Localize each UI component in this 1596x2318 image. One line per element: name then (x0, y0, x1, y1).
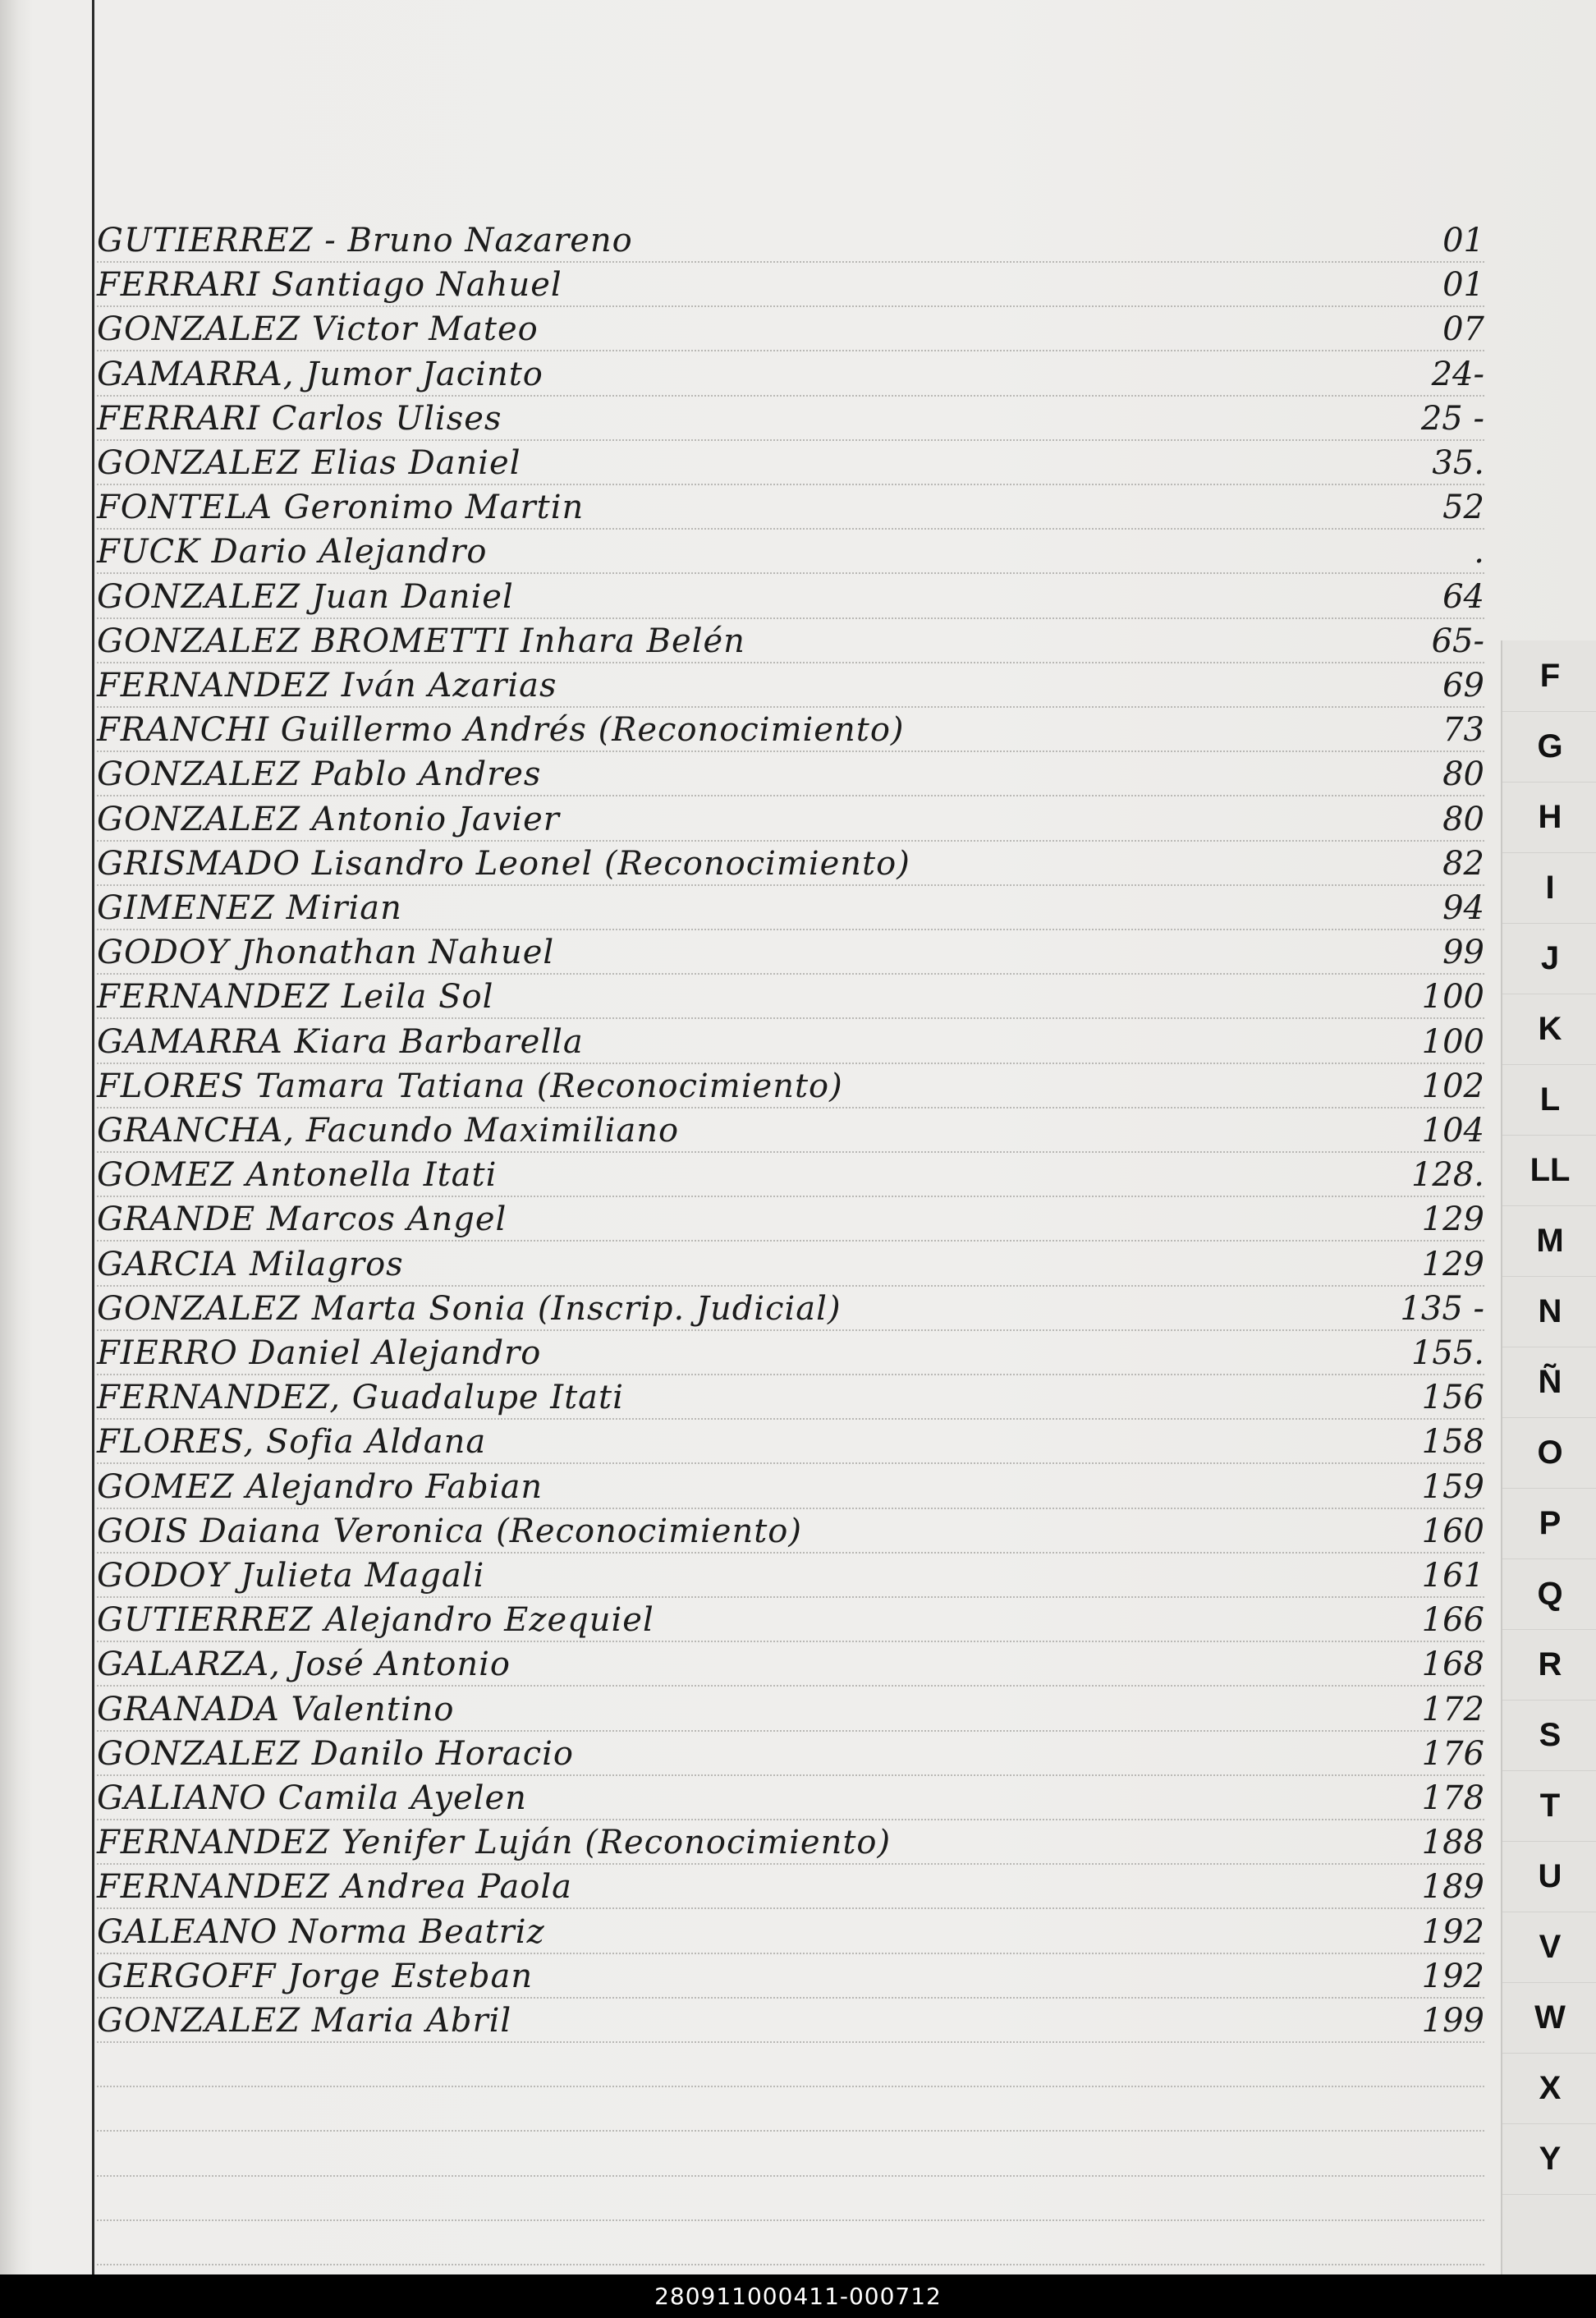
entry-number: 160 (1421, 1512, 1484, 1550)
entry-name: GONZALEZ Victor Mateo (97, 310, 539, 349)
list-item (97, 1552, 1484, 1596)
entry-number: 35. (1432, 444, 1484, 482)
entry-number: 129 (1421, 1200, 1484, 1239)
entry-number: 161 (1421, 1557, 1484, 1595)
list-item (97, 484, 1484, 528)
list-item (97, 929, 1484, 973)
list-item (97, 573, 1484, 617)
ruled-line (97, 2175, 1484, 2177)
index-tab[interactable]: H (1502, 782, 1596, 853)
list-item (97, 1463, 1484, 1508)
footer-id: 280911000411-000712 (0, 2274, 1596, 2318)
entry-name: GALARZA, José Antonio (97, 1646, 511, 1684)
index-tab[interactable]: X (1502, 2053, 1596, 2124)
entry-name: GARCIA Milagros (97, 1245, 404, 1283)
entry-number: . (1474, 533, 1484, 571)
list-item (97, 1819, 1484, 1863)
index-tab[interactable]: G (1502, 711, 1596, 783)
index-tab[interactable]: T (1502, 1770, 1596, 1842)
entry-name: FLORES Tamara Tatiana (Reconocimiento) (97, 1067, 843, 1105)
entry-name: FERNANDEZ Yenifer Luján (Reconocimiento) (97, 1824, 892, 1862)
entry-number: 25 - (1420, 399, 1484, 438)
index-tab[interactable]: L (1502, 1064, 1596, 1136)
list-item (97, 662, 1484, 706)
entry-name: GODOY Jhonathan Nahuel (97, 934, 555, 972)
entry-name: FERNANDEZ Iván Azarias (97, 667, 557, 705)
entry-number: 129 (1421, 1245, 1484, 1283)
list-item (97, 1508, 1484, 1552)
ruled-line (97, 2041, 1484, 2043)
index-tab[interactable]: K (1502, 994, 1596, 1065)
entry-number: 01 (1442, 266, 1484, 305)
list-item (97, 439, 1484, 484)
entry-name: GIMENEZ Mirian (97, 889, 402, 927)
entry-name: FERNANDEZ, Guadalupe Itati (97, 1379, 624, 1417)
alphabet-index-tabs (1501, 640, 1596, 2274)
entry-name: GRISMADO Lisandro Leonel (Reconocimiento) (97, 844, 910, 883)
entry-name: GONZALEZ Elias Daniel (97, 444, 521, 482)
entry-number: 192 (1421, 1912, 1484, 1951)
list-item (97, 1063, 1484, 1107)
list-item (97, 1285, 1484, 1329)
index-tab[interactable]: Ñ (1502, 1347, 1596, 1418)
entry-number: 166 (1421, 1601, 1484, 1640)
index-tab[interactable]: V (1502, 1912, 1596, 1983)
entry-name: GRANCHA, Facundo Maximiliano (97, 1112, 680, 1150)
entry-number: 99 (1442, 934, 1484, 972)
entry-name: FERRARI Carlos Ulises (97, 399, 502, 438)
list-item (97, 261, 1484, 305)
list-item (97, 1908, 1484, 1953)
index-tab[interactable]: O (1502, 1417, 1596, 1489)
entry-name: GAMARRA Kiara Barbarella (97, 1022, 584, 1061)
list-item (97, 1196, 1484, 1240)
entry-number: 104 (1421, 1112, 1484, 1150)
entry-number: 80 (1442, 755, 1484, 794)
entry-number: 188 (1421, 1824, 1484, 1862)
entry-number: 80 (1442, 800, 1484, 838)
entry-number: 159 (1421, 1467, 1484, 1506)
ruled-line (97, 2219, 1484, 2221)
entry-number: 199 (1421, 2002, 1484, 2040)
entry-name: GUTIERREZ - Bruno Nazareno (97, 222, 633, 259)
list-item (97, 750, 1484, 795)
entry-number: 100 (1421, 978, 1484, 1017)
list-item (97, 1774, 1484, 1819)
entry-name: GUTIERREZ Alejandro Ezequiel (97, 1601, 654, 1640)
list-item (97, 305, 1484, 350)
entry-name: GONZALEZ Pablo Andres (97, 755, 542, 794)
entry-name: GALIANO Camila Ayelen (97, 1779, 527, 1817)
list-item (97, 1329, 1484, 1374)
index-tab[interactable]: F (1502, 640, 1596, 712)
entry-name: GRANADA Valentino (97, 1690, 455, 1728)
ruled-line (97, 2130, 1484, 2132)
entry-name: FONTELA Geronimo Martin (97, 489, 585, 527)
list-item (97, 796, 1484, 840)
entry-name: GERGOFF Jorge Esteban (97, 1957, 534, 1995)
entry-number: 102 (1421, 1067, 1484, 1105)
list-item (97, 840, 1484, 884)
ruled-line (97, 2264, 1484, 2265)
list-item (97, 1018, 1484, 1063)
entry-number: 168 (1421, 1646, 1484, 1684)
list-item (97, 1107, 1484, 1151)
list-item (97, 1241, 1484, 1285)
entry-number: 128. (1410, 1156, 1484, 1195)
list-item (97, 1151, 1484, 1196)
entry-name: GONZALEZ Danilo Horacio (97, 1734, 574, 1773)
entry-name: GRANDE Marcos Angel (97, 1200, 507, 1239)
entry-name: GAMARRA, Jumor Jacinto (97, 355, 543, 393)
entry-name: FERRARI Santiago Nahuel (97, 266, 562, 305)
entry-name: GONZALEZ BROMETTI Inhara Belén (97, 622, 745, 660)
entry-name: FRANCHI Guillermo Andrés (Reconocimiento) (97, 711, 905, 750)
entry-name: GOMEZ Antonella Itati (97, 1156, 498, 1195)
entry-name: GONZALEZ Antonio Javier (97, 800, 560, 838)
list-item (97, 1730, 1484, 1774)
list-item (97, 1686, 1484, 1730)
list-item (97, 1863, 1484, 1907)
list-item (97, 1374, 1484, 1418)
index-tab[interactable]: W (1502, 1982, 1596, 2054)
list-item (97, 1418, 1484, 1462)
entry-number: 135 - (1400, 1289, 1484, 1328)
index-tab[interactable]: LL (1502, 1135, 1596, 1206)
entry-number: 192 (1421, 1957, 1484, 1995)
list-item (97, 1997, 1484, 2041)
list-item (97, 528, 1484, 572)
entry-name: GALEANO Norma Beatriz (97, 1912, 545, 1951)
ruled-line (97, 2086, 1484, 2087)
index-tab[interactable]: R (1502, 1629, 1596, 1701)
list-item (97, 884, 1484, 929)
entry-number: 189 (1421, 1868, 1484, 1907)
entry-name: FERNANDEZ Andrea Paola (97, 1868, 573, 1907)
entry-number: 52 (1442, 489, 1484, 527)
entry-number: 156 (1421, 1379, 1484, 1417)
entry-number: 01 (1442, 222, 1484, 259)
entry-name: GODOY Julieta Magali (97, 1557, 485, 1595)
entry-number: 158 (1421, 1423, 1484, 1462)
index-tab[interactable]: Y (1502, 2123, 1596, 2195)
entry-number: 155. (1410, 1334, 1484, 1372)
list-item (97, 217, 1484, 261)
page-edge (0, 0, 18, 2274)
entry-number: 64 (1442, 577, 1484, 616)
list-item (97, 395, 1484, 439)
entry-name: FLORES, Sofia Aldana (97, 1423, 487, 1462)
index-tab[interactable]: J (1502, 923, 1596, 994)
entry-number: 94 (1442, 889, 1484, 927)
entry-name: FERNANDEZ Leila Sol (97, 978, 494, 1017)
entry-number: 176 (1421, 1734, 1484, 1773)
list-item (97, 617, 1484, 662)
index-tab[interactable]: M (1502, 1205, 1596, 1277)
index-tab[interactable]: U (1502, 1841, 1596, 1912)
entry-number: 82 (1442, 844, 1484, 883)
entry-name: GONZALEZ Maria Abril (97, 2002, 512, 2040)
list-item (97, 1953, 1484, 1997)
entry-number: 100 (1421, 1022, 1484, 1061)
list-item (97, 1641, 1484, 1685)
index-tab[interactable]: P (1502, 1488, 1596, 1559)
index-tab[interactable]: I (1502, 852, 1596, 924)
index-tab[interactable]: S (1502, 1700, 1596, 1771)
entry-name: FIERRO Daniel Alejandro (97, 1334, 542, 1372)
entry-number: 65- (1431, 622, 1484, 660)
index-tab[interactable]: N (1502, 1276, 1596, 1347)
entry-name: GONZALEZ Juan Daniel (97, 577, 514, 616)
entry-number: 73 (1442, 711, 1484, 750)
entry-number: 07 (1442, 310, 1484, 349)
list-item (97, 1596, 1484, 1641)
entry-number: 24- (1431, 355, 1484, 393)
entry-name: FUCK Dario Alejandro (97, 533, 488, 571)
entry-name: GOMEZ Alejandro Fabian (97, 1467, 543, 1506)
entry-number: 69 (1442, 667, 1484, 705)
entry-name: GOIS Daiana Veronica (Reconocimiento) (97, 1512, 802, 1550)
entry-number: 178 (1421, 1779, 1484, 1817)
list-item (97, 706, 1484, 750)
entry-number: 172 (1421, 1690, 1484, 1728)
margin-line (92, 0, 94, 2274)
entry-name: GONZALEZ Marta Sonia (Inscrip. Judicial) (97, 1289, 842, 1328)
list-item (97, 973, 1484, 1017)
index-tab[interactable]: Q (1502, 1558, 1596, 1630)
list-item (97, 351, 1484, 395)
